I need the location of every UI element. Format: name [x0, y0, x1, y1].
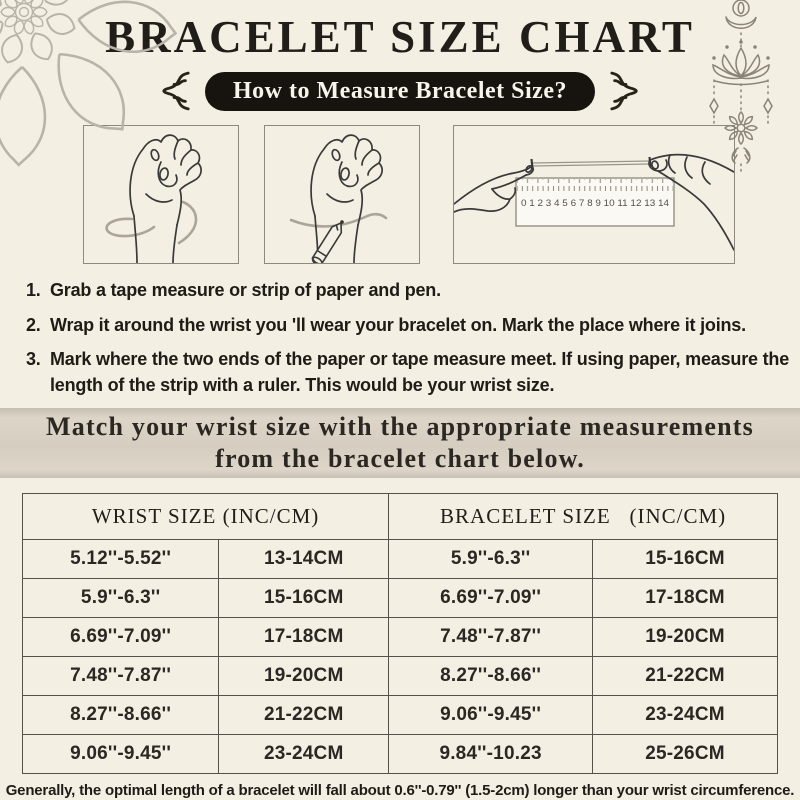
table-row	[23, 579, 778, 618]
bracelet-inches: 5.9''-6.3''	[389, 540, 593, 579]
bracelet-cm: 25-26CM	[593, 735, 778, 774]
wrist-cm: 19-20CM	[219, 657, 389, 696]
table-row	[23, 618, 778, 657]
wrist-cm: 23-24CM	[219, 735, 389, 774]
flourish-left-icon	[159, 70, 191, 112]
wrist-cm: 15-16CM	[219, 579, 389, 618]
tape-around-wrist-icon	[107, 135, 202, 263]
bracelet-cm: 23-24CM	[593, 696, 778, 735]
wrist-cm: 21-22CM	[219, 696, 389, 735]
how-to-figures	[83, 125, 730, 264]
how-to-measure-row	[0, 70, 800, 112]
bracelet-cm: 15-16CM	[593, 540, 778, 579]
bracelet-cm: 17-18CM	[593, 579, 778, 618]
figure-wrap-tape	[83, 125, 239, 264]
bracelet-inches: 6.69''-7.09''	[389, 579, 593, 618]
step-text: Wrap it around the wrist you 'll wear your bracelet on. Mark the place where it joins.	[50, 314, 746, 335]
step-text: Mark where the two ends of the paper or tape measure meet. If using paper, measure the length of the strip with a ruler. This would be your wrist size.	[50, 349, 790, 395]
figure-measure-ruler	[453, 125, 735, 264]
page-title: BRACELET SIZE CHART	[105, 12, 695, 62]
wrist-size-header: WRIST SIZE (INC/CM)	[23, 494, 389, 540]
match-size-banner	[0, 408, 800, 478]
optimal-length-note: Generally, the optimal length of a bracelet will fall about 0.6''-0.79'' (1.5-2cm) longer than your wrist circumference.	[5, 782, 795, 800]
step-number: 3.	[26, 349, 41, 370]
bracelet-size-header: BRACELET SIZE (INC/CM)	[389, 494, 778, 540]
wrist-inches: 5.12''-5.52''	[23, 540, 219, 579]
how-to-measure-pill: How to Measure Bracelet Size?	[205, 72, 595, 111]
instruction-step-1	[26, 278, 794, 304]
step-number: 1.	[26, 280, 41, 301]
bracelet-inches: 7.48''-7.87''	[389, 618, 593, 657]
wrist-inches: 5.9''-6.3''	[23, 579, 219, 618]
bracelet-cm: 19-20CM	[593, 618, 778, 657]
banner-line-2: from the bracelet chart below.	[215, 444, 585, 474]
wrist-cm: 13-14CM	[219, 540, 389, 579]
instruction-step-2	[26, 313, 794, 339]
table-row	[23, 540, 778, 579]
ruler-numbers: 0 1 2 3 4 5 6 7 8 9 10 11 12 13 14	[521, 198, 669, 209]
ruler-and-strip-icon	[454, 155, 734, 250]
instruction-list	[26, 278, 794, 398]
wrist-cm: 17-18CM	[219, 618, 389, 657]
step-text: Grab a tape measure or strip of paper and pen.	[50, 280, 441, 301]
bracelet-inches: 9.84''-10.23	[389, 735, 593, 774]
table-row	[23, 657, 778, 696]
bracelet-cm: 21-22CM	[593, 657, 778, 696]
pen-marking-wrist-icon	[291, 135, 386, 263]
instruction-step-3	[26, 347, 794, 398]
wrist-inches: 9.06''-9.45''	[23, 735, 219, 774]
wrist-inches: 6.69''-7.09''	[23, 618, 219, 657]
wrist-inches: 8.27''-8.66''	[23, 696, 219, 735]
wrist-inches: 7.48''-7.87''	[23, 657, 219, 696]
flourish-right-icon	[609, 70, 641, 112]
size-chart-table	[22, 493, 778, 774]
banner-line-1: Match your wrist size with the appropriate measurements	[46, 411, 754, 441]
table-header-row	[23, 494, 778, 540]
figure-mark-pen	[264, 125, 420, 264]
bracelet-inches: 9.06''-9.45''	[389, 696, 593, 735]
step-number: 2.	[26, 314, 41, 335]
bracelet-inches: 8.27''-8.66''	[389, 657, 593, 696]
table-row	[23, 735, 778, 774]
table-row	[23, 696, 778, 735]
